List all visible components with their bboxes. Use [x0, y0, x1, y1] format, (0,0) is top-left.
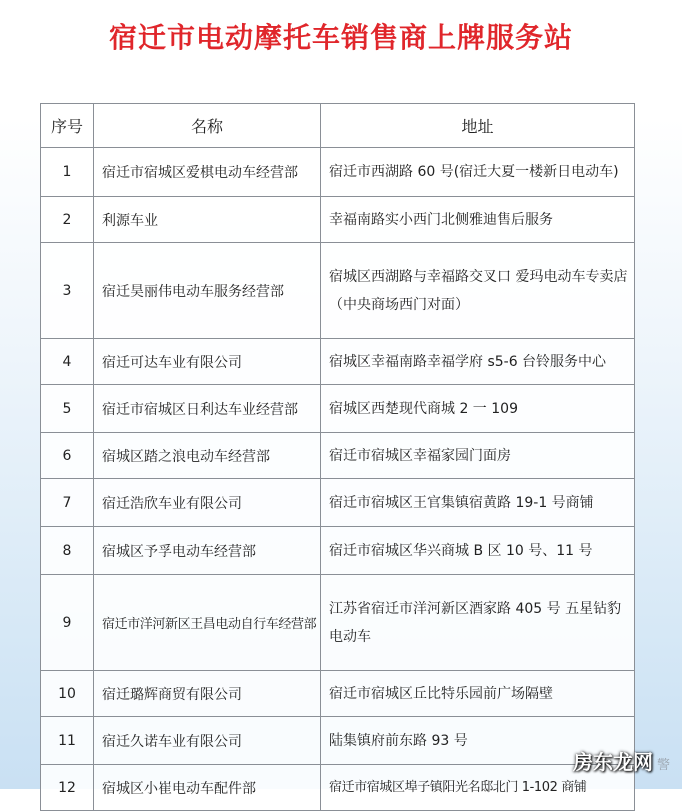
row-address: 宿迁市宿城区华兴商城 B 区 10 号、11 号	[321, 527, 635, 575]
header-address: 地址	[321, 104, 635, 148]
row-index: 3	[41, 243, 94, 339]
page-title: 宿迁市电动摩托车销售商上牌服务站	[108, 21, 573, 54]
table-row	[41, 197, 635, 243]
row-name: 宿迁浩欣车业有限公司	[94, 479, 321, 527]
dealer-table	[40, 103, 635, 811]
row-address: 江苏省宿迁市洋河新区酒家路 405 号 五星钻豹电动车	[321, 575, 635, 671]
row-index: 1	[41, 148, 94, 197]
row-index: 2	[41, 197, 94, 243]
row-name: 宿城区踏之浪电动车经营部	[94, 433, 321, 479]
row-index: 8	[41, 527, 94, 575]
row-name: 宿迁市宿城区爱棋电动车经营部	[94, 148, 321, 197]
row-index: 4	[41, 339, 94, 385]
table-row	[41, 479, 635, 527]
row-name: 宿城区小崔电动车配件部	[94, 765, 321, 811]
row-address: 陆集镇府前东路 93 号	[321, 717, 635, 765]
watermark	[573, 746, 670, 775]
row-address: 宿迁市宿城区王官集镇宿黄路 19-1 号商铺	[321, 479, 635, 527]
header-index: 序号	[41, 104, 94, 148]
table-row	[41, 433, 635, 479]
row-index: 10	[41, 671, 94, 717]
row-address: 宿迁市宿城区埠子镇阳光名邸北门 1-102 商铺	[321, 765, 635, 811]
row-index: 6	[41, 433, 94, 479]
row-address: 宿城区西楚现代商城 2 一 109	[321, 385, 635, 433]
row-index: 11	[41, 717, 94, 765]
row-address: 宿迁市西湖路 60 号(宿迁大夏一楼新日电动车)	[321, 148, 635, 197]
row-address: 宿迁市宿城区幸福家园门面房	[321, 433, 635, 479]
table-row	[41, 717, 635, 765]
row-name: 宿迁昊丽伟电动车服务经营部	[94, 243, 321, 339]
table-row	[41, 671, 635, 717]
row-name: 宿迁久诺车业有限公司	[94, 717, 321, 765]
table-row	[41, 339, 635, 385]
table-row	[41, 527, 635, 575]
row-index: 9	[41, 575, 94, 671]
row-name: 宿迁市洋河新区王昌电动自行车经营部	[94, 575, 321, 671]
row-name: 宿迁可达车业有限公司	[94, 339, 321, 385]
row-index: 7	[41, 479, 94, 527]
row-address: 宿城区幸福南路幸福学府 s5-6 台铃服务中心	[321, 339, 635, 385]
watermark-text: 房东龙网	[572, 750, 653, 774]
table-row	[41, 765, 635, 811]
table-row	[41, 243, 635, 339]
row-address: 幸福南路实小西门北侧雅迪售后服务	[321, 197, 635, 243]
watermark-tail: 警	[656, 758, 670, 773]
row-index: 12	[41, 765, 94, 811]
table-row	[41, 385, 635, 433]
row-name: 宿城区予孚电动车经营部	[94, 527, 321, 575]
table-header-row	[41, 104, 635, 148]
row-name: 宿迁璐辉商贸有限公司	[94, 671, 321, 717]
row-address: 宿迁市宿城区丘比特乐园前广场隔壁	[321, 671, 635, 717]
row-address: 宿城区西湖路与幸福路交叉口 爱玛电动车专卖店（中央商场西门对面）	[321, 243, 635, 339]
header-name: 名称	[94, 104, 321, 148]
row-name: 宿迁市宿城区日利达车业经营部	[94, 385, 321, 433]
row-name: 利源车业	[94, 197, 321, 243]
table-row	[41, 148, 635, 197]
table-row	[41, 575, 635, 671]
row-index: 5	[41, 385, 94, 433]
